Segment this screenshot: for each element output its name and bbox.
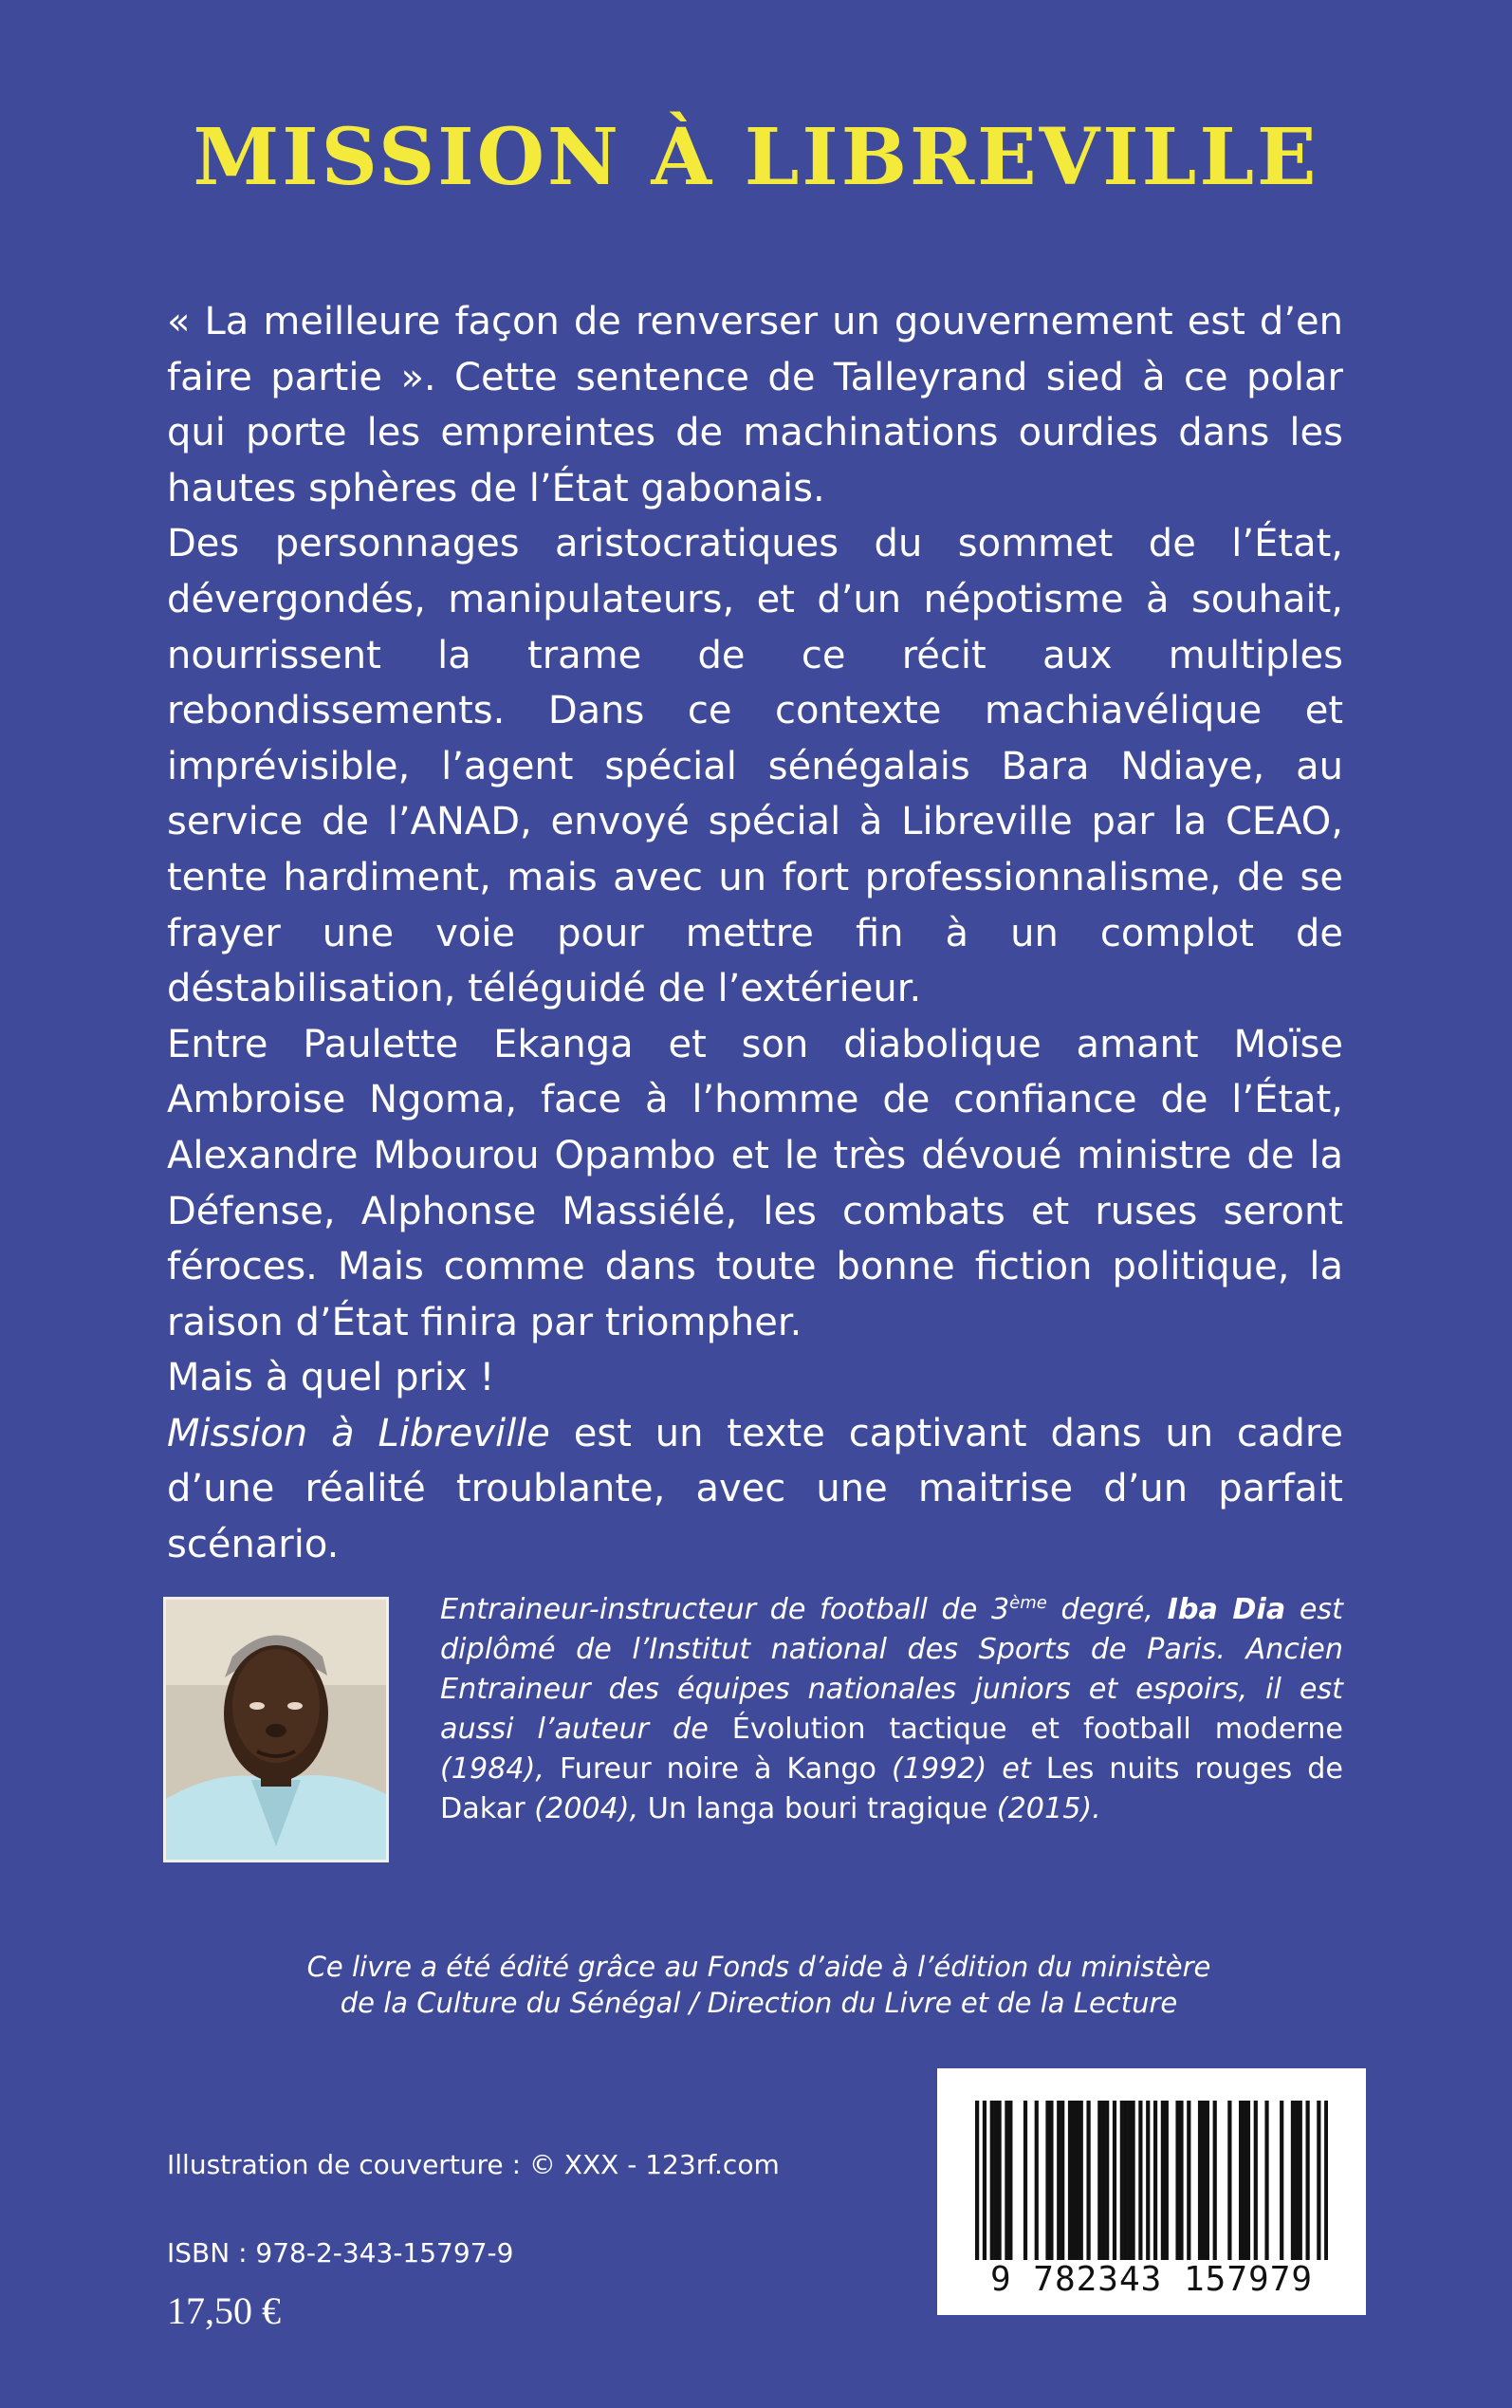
barcode-bar xyxy=(1161,2101,1165,2260)
bio-book-title: Les nuits rouges de Dakar xyxy=(440,1752,1343,1825)
barcode-bar xyxy=(1146,2101,1150,2260)
book-title: MISSION À LIBREVILLE xyxy=(193,112,1319,203)
barcode-bar xyxy=(1035,2101,1039,2260)
barcode-bar xyxy=(990,2101,994,2260)
blurb-closing: est un texte captivant dans un cadre d’une réalité troublante, avec une maitrise d’un parfait scénario. xyxy=(167,1411,1344,1567)
barcode-bar xyxy=(1264,2101,1268,2260)
barcode-bar xyxy=(1317,2101,1320,2260)
back-cover-blurb xyxy=(167,294,1343,1573)
bio-year: (1984), xyxy=(440,1752,560,1786)
bio-year: (2004), xyxy=(525,1792,648,1825)
barcode-bar xyxy=(1291,2101,1295,2260)
barcode-bar xyxy=(1213,2101,1217,2260)
blurb-paragraph xyxy=(167,1406,1343,1573)
bio-text: Entraineur-instructeur de football de 3 xyxy=(440,1593,1010,1626)
barcode-bar xyxy=(1076,2101,1079,2260)
barcode-number: 9 782343 157979 xyxy=(989,2260,1314,2299)
barcode-bar xyxy=(1105,2101,1109,2260)
barcode-bar xyxy=(1175,2101,1179,2260)
bio-book-title: Fureur noire à Kango xyxy=(559,1752,876,1786)
barcode-bar xyxy=(1165,2101,1169,2260)
barcode-bar xyxy=(1072,2101,1076,2260)
author-portrait-icon xyxy=(166,1600,386,1860)
bio-superscript: ème xyxy=(1009,1592,1047,1613)
barcode-bar xyxy=(1243,2101,1246,2260)
barcode-bar xyxy=(1153,2101,1157,2260)
price: 17,50 € xyxy=(167,2289,281,2332)
blurb-paragraph: Mais à quel prix ! xyxy=(167,1356,495,1400)
bio-book-title: Un langa bouri tragique xyxy=(647,1792,988,1825)
author-photo xyxy=(163,1597,389,1862)
barcode-bar xyxy=(1295,2101,1299,2260)
barcode-bar xyxy=(1131,2101,1134,2260)
blurb-paragraph: Des personnages aristocratiques du sommet de l’État, dévergondés, manipulateurs, et d’un népotisme à souhait, nourrissent la trame de ce récit aux multiples rebondissements. Dans ce contexte machiavélique et imprévisible, l’agent spécial sénégalais Bara Ndiaye, au service de l’ANAD, envoyé spécial à Libreville par la CEAO, tente hardiment, mais avec un fort professionnalisme, de se frayer une voie pour mettre fin à un complot de déstabilisation, téléguidé de l’extérieur. xyxy=(167,522,1343,1011)
barcode-bar xyxy=(1187,2101,1190,2260)
barcode-bar xyxy=(1060,2101,1064,2260)
illustration-credit: Illustration de couverture : © XXX - 123rf.com xyxy=(167,2149,780,2180)
author-name: Iba Dia xyxy=(1167,1593,1286,1626)
barcode-bar xyxy=(1198,2101,1202,2260)
bio-text: degré, xyxy=(1046,1593,1168,1626)
barcode-bar xyxy=(1227,2101,1231,2260)
barcode-bar xyxy=(1120,2101,1124,2260)
barcode-bar xyxy=(1246,2101,1250,2260)
barcode-bar xyxy=(1206,2101,1209,2260)
barcode-bar xyxy=(1124,2101,1128,2260)
bio-year: (2015). xyxy=(987,1792,1101,1825)
bio-book-title: Évolution tactique et football moderne xyxy=(731,1713,1343,1746)
barcode-bar xyxy=(1179,2101,1183,2260)
isbn: ISBN : 978-2-343-15797-9 xyxy=(167,2237,514,2269)
barcode-bar xyxy=(1128,2101,1132,2260)
author-biography xyxy=(440,1590,1343,1829)
barcode-bar xyxy=(1057,2101,1060,2260)
barcode-bar xyxy=(1045,2101,1049,2260)
barcode-bar xyxy=(994,2101,998,2260)
barcode-bar xyxy=(997,2101,1001,2260)
funding-line: Ce livre a été édité grâce au Fonds d’aide à l’édition du ministère xyxy=(306,1951,1211,1983)
barcode-bar xyxy=(1101,2101,1105,2260)
barcode-box xyxy=(937,2068,1366,2315)
blurb-paragraph: Entre Paulette Ekanga et son diabolique amant Moïse Ambroise Ngoma, face à l’homme de confiance de l’État, Alexandre Mbourou Opambo et le très dévoué ministre de la Défense, Alphonse Massiélé, les combats et ruses seront féroces. Mais comme dans toute bonne fiction politique, la raison d’État finira par triompher. xyxy=(167,1022,1343,1344)
funding-credit xyxy=(285,1949,1233,2021)
barcode-bar xyxy=(1113,2101,1116,2260)
barcode-bar xyxy=(1008,2101,1012,2260)
barcode-bar xyxy=(1138,2101,1142,2260)
barcode-bar xyxy=(1086,2101,1090,2260)
bio-year: (1992) et xyxy=(876,1752,1046,1786)
funding-line: de la Culture du Sénégal / Direction du Livre et de la Lecture xyxy=(340,1987,1178,2019)
barcode-bar xyxy=(983,2101,986,2260)
barcode-bar xyxy=(1068,2101,1072,2260)
barcode-bar xyxy=(1005,2101,1008,2260)
barcode-bar xyxy=(1306,2101,1310,2260)
barcode-bar xyxy=(975,2101,979,2260)
barcode-bar xyxy=(1202,2101,1206,2260)
barcode-bar xyxy=(1324,2101,1328,2260)
barcode-bar xyxy=(1280,2101,1283,2260)
barcode-icon xyxy=(975,2101,1328,2260)
barcode-bar xyxy=(1049,2101,1053,2260)
barcode-bar xyxy=(1023,2101,1027,2260)
bio-text: est diplômé de l’Institut national des Sports de Paris. Ancien Entraineur des équipes nationales juniors et espoirs, il est aussi l’auteur de xyxy=(440,1593,1343,1746)
barcode-bar xyxy=(1254,2101,1258,2260)
blurb-paragraph: « La meilleure façon de renverser un gouvernement est d’en faire partie ». Cette sentence de Talleyrand sied à ce polar qui porte les empreintes de machinations ourdies dans les hautes sphères de l’État gabonais. xyxy=(167,300,1343,510)
barcode-bar xyxy=(1097,2101,1101,2260)
barcode-bar xyxy=(1239,2101,1243,2260)
barcode-bar xyxy=(1079,2101,1083,2260)
blurb-book-title: Mission à Libreville xyxy=(167,1411,550,1455)
barcode-bar xyxy=(1299,2101,1302,2260)
